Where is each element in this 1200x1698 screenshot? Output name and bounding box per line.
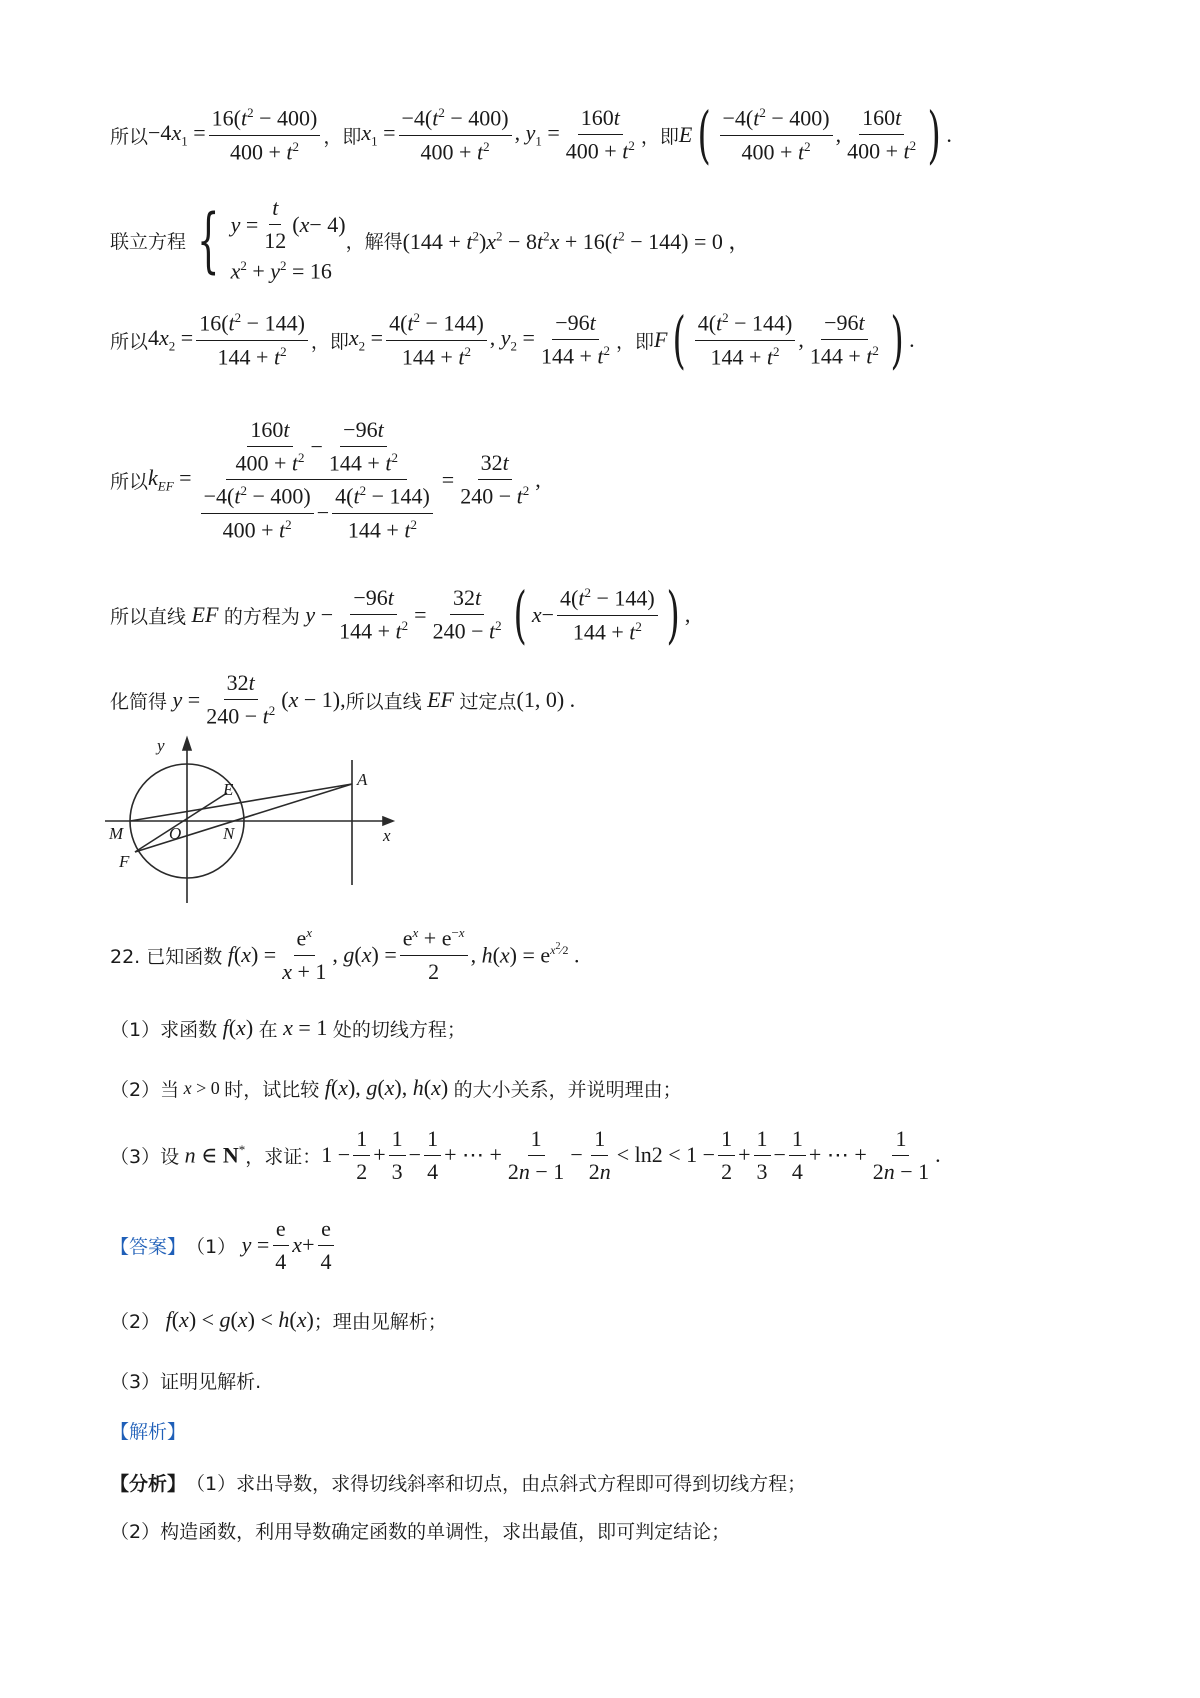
line-MA xyxy=(130,784,352,821)
text: ，即 xyxy=(640,125,679,148)
analysis-2 xyxy=(110,1512,730,1548)
text: 在 xyxy=(258,1018,278,1041)
text: 所以直线 xyxy=(110,605,187,628)
question-2 xyxy=(110,1068,682,1108)
paren: ( xyxy=(513,578,527,651)
text: 联立方程 xyxy=(110,230,187,253)
label-O: O xyxy=(169,824,182,843)
compound-fraction: $\frac{160t}{400 + t^2}$ − $\frac{-96t}{144 + t^2}$ $\frac{-4(t^2 - 400)}{400 + t^2}$ − $\frac{4(t^2 - 144)}{144 + t^2}$ xyxy=(195,417,439,543)
formula: (1, 0) . xyxy=(516,687,576,712)
y-arrow xyxy=(183,738,191,750)
formula: x > 0 xyxy=(183,1077,225,1098)
text: ；理由见解析； xyxy=(313,1310,447,1333)
text: 所以 xyxy=(110,125,149,148)
line-FE xyxy=(135,793,227,852)
problem-22 xyxy=(110,925,580,985)
fraction: $\frac{-96t}{144 + t^2}$ xyxy=(540,310,611,369)
geometry-figure xyxy=(105,735,405,910)
formula: x = 1 xyxy=(283,1015,333,1040)
formula: $(144 + t^2)x^2 - 8t^2x + 16(t^2 - 144) = 0$ ， xyxy=(402,228,751,254)
formula: $x_2$ = xyxy=(348,325,384,354)
solution-line-4: 所以 $k_{EF}$ = $\frac{160t}{400 + t^2}$ − $\frac{-96t}{144 + t^2}$ $\frac{-4(t^2 - 400)}{400 + t^2}$ − $\frac{4(t^2 - 144)}{144 + t^2}$ = $\frac{32t}{240 - t^2}$ , xyxy=(110,417,541,542)
paren: ( xyxy=(697,98,712,171)
text: （2）当 xyxy=(110,1078,180,1101)
line-FA xyxy=(135,784,352,852)
fraction: $\frac{-96t}{144 + t^2}$ xyxy=(339,585,409,644)
formula: , g(x) = xyxy=(332,942,397,967)
fraction: $\frac{32t}{240 - t^2}$ xyxy=(460,450,530,509)
question-3 xyxy=(110,1120,941,1190)
formula: n ∈ N* xyxy=(184,1141,246,1168)
text: （2） xyxy=(110,1310,161,1333)
fraction: $\frac{4(t^2 - 144)}{144 + t^2}$ xyxy=(557,585,658,645)
label-M: M xyxy=(109,824,124,843)
fraction: $\frac{160t}{400 + t^2}$ xyxy=(847,105,917,164)
answer-2 xyxy=(110,1300,447,1340)
formula: $k_{EF}$ = xyxy=(148,465,192,494)
answer-3 xyxy=(110,1360,261,1400)
formula: , $y_1$ = xyxy=(514,120,560,149)
formula: (x − 1), xyxy=(281,687,346,712)
formula: y = xyxy=(172,687,201,712)
text: ，即 xyxy=(310,330,349,353)
text: 化简得 xyxy=(110,690,168,713)
formula: f(x), g(x), h(x) xyxy=(324,1075,454,1100)
solution-line-3: 所以 $4x_2$ = $\frac{16(t^2 - 144)}{144 + t^2}$ ，即 $x_2$ = $\frac{4(t^2 - 144)}{144 + t^2}$ , $y_2$ = $\frac{-96t}{144 + t^2}$ ，即 F ( $\frac{4(t^2 - 144)}{144 + t^2}$ , $\frac{-96t}{144 + t^2}$ ) . xyxy=(110,303,915,376)
fraction: $\frac{16(t^2 - 144)}{144 + t^2}$ xyxy=(196,310,308,370)
label-F: F xyxy=(119,852,130,871)
formula: f(x) < g(x) < h(x) xyxy=(165,1307,314,1332)
x-arrow xyxy=(383,817,393,825)
text: ，即 xyxy=(323,125,362,148)
formula: , $h(x) = e^{x^2⁄2}$ . xyxy=(470,941,580,968)
formula: EF xyxy=(421,687,460,712)
answer-tag: 【答案】 xyxy=(110,1235,187,1258)
text: 处的切线方程； xyxy=(332,1018,466,1041)
fraction: $\frac{4(t^2 - 144)}{144 + t^2}$ xyxy=(386,310,487,370)
solution-line-1: 所以 $-4x_1$ = $\frac{16(t^2 - 400)}{400 + t^2}$ ，即 $x_1$ = $\frac{-4(t^2 - 400)}{400 + t^2}$ , $y_1$ = $\frac{160t}{400 + t^2}$ ，即 E ( $\frac{-4(t^2 - 400)}{400 + t^2}$ , $\frac{160t}{400 + t^2}$ ) . xyxy=(110,98,952,171)
fraction: $\frac{e}{4}$ xyxy=(317,1216,334,1275)
label-A: A xyxy=(357,770,368,789)
text: 的大小关系，并说明理由； xyxy=(453,1078,682,1101)
analysis-heading xyxy=(110,1412,186,1448)
formula: f(x) = xyxy=(227,942,277,967)
text: （1） xyxy=(186,1235,237,1258)
label-x: x xyxy=(383,826,391,845)
fraction: $\frac{32t}{240 - t^2}$ xyxy=(206,670,276,729)
text: 的方程为 xyxy=(223,605,300,628)
text: （3）设 xyxy=(110,1145,180,1168)
fraction: $\frac{e}{4}$ xyxy=(272,1216,289,1275)
solution-line-2 xyxy=(110,195,751,284)
fraction: $\frac{-96t}{144 + t^2}$ xyxy=(809,310,879,369)
paren: ) xyxy=(927,98,941,171)
equation-system: y = $\frac{t}{12}$ ( x − 4) $x^2 + y^2 = 16$ xyxy=(230,195,346,284)
fraction: $\frac{-4(t^2 - 400)}{400 + t^2}$ xyxy=(399,105,512,165)
formula: E xyxy=(678,122,693,147)
text: 所以 xyxy=(110,330,149,353)
label-y: y xyxy=(157,736,165,755)
fraction: $\frac{e^x + e^{-x}}{2}$ xyxy=(400,925,468,984)
fraction: $\frac{4(t^2 - 144)}{144 + t^2}$ xyxy=(695,310,796,370)
text: （3）证明见解析. xyxy=(110,1370,262,1393)
label-N: N xyxy=(223,824,235,843)
formula: EF xyxy=(186,602,224,627)
text: （2）构造函数，利用导数确定函数的单调性，求出最值，即可判定结论； xyxy=(110,1520,731,1543)
paren: ( xyxy=(672,303,687,376)
formula: y = xyxy=(241,1232,270,1257)
fraction: $\frac{-4(t^2 - 400)}{400 + t^2}$ xyxy=(720,105,833,165)
formula: y − xyxy=(305,602,334,627)
formula: $4x_2$ = xyxy=(148,325,194,354)
text: ，解得 xyxy=(345,230,403,253)
text: 过定点 xyxy=(459,690,517,713)
formula: $x_1$ = xyxy=(361,120,396,149)
question-1 xyxy=(110,1008,466,1048)
fraction: $\frac{160t}{400 + t^2}$ xyxy=(565,105,635,164)
paren: ) xyxy=(890,303,904,376)
solution-line-6 xyxy=(110,665,575,735)
text: 时，试比较 xyxy=(224,1078,320,1101)
text: 所以直线 xyxy=(345,690,422,713)
fenxi-tag: 【分析】 xyxy=(110,1472,187,1495)
text: （1）求函数 xyxy=(110,1018,218,1041)
problem-number: 22. 已知函数 xyxy=(110,945,223,968)
answer-1: 【答案】 （1） y = $\frac{e}{4}$ x + $\frac{e}{4}$ xyxy=(110,1215,337,1275)
solution-line-5: 所以直线 EF 的方程为 y − $\frac{-96t}{144 + t^2}$ = $\frac{32t}{240 - t^2}$ ( x − $\frac{4(t^2 - 144)}{144 + t^2}$ ) , xyxy=(110,578,691,651)
formula: $-4x_1$ = xyxy=(148,120,206,149)
paren: ) xyxy=(666,578,680,651)
label-E: E xyxy=(223,780,234,799)
formula: , $y_2$ = xyxy=(489,325,535,354)
text: ，求证： xyxy=(245,1145,322,1168)
text: 所以 xyxy=(110,470,149,493)
fraction: $\frac{e^x}{x + 1}$ xyxy=(282,925,327,984)
brace: { xyxy=(197,199,220,281)
formula: 1 − $\frac{1}{2}$ + $\frac{1}{3}$ − $\frac{1}{4}$ + ⋯ + $\frac{1}{2n - 1}$ − $\frac{1}{2n}$ < ln2 < 1 − $\frac{1}{2}$ + $\frac{1}{3}$ − $\frac{1}{4}$ + ⋯ + $\frac{1}{2n - 1}$ . xyxy=(321,1125,941,1184)
analysis-tag: 【解析】 xyxy=(110,1420,187,1443)
formula: F xyxy=(654,327,668,352)
analysis-1 xyxy=(110,1464,806,1500)
fraction: $\frac{32t}{240 - t^2}$ xyxy=(432,585,502,644)
text: ，即 xyxy=(616,330,655,353)
text: （1）求出导数，求得切线斜率和切点，由点斜式方程即可得到切线方程； xyxy=(186,1472,807,1495)
formula: f(x) xyxy=(222,1015,259,1040)
fraction: $\frac{16(t^2 - 400)}{400 + t^2}$ xyxy=(209,105,321,165)
